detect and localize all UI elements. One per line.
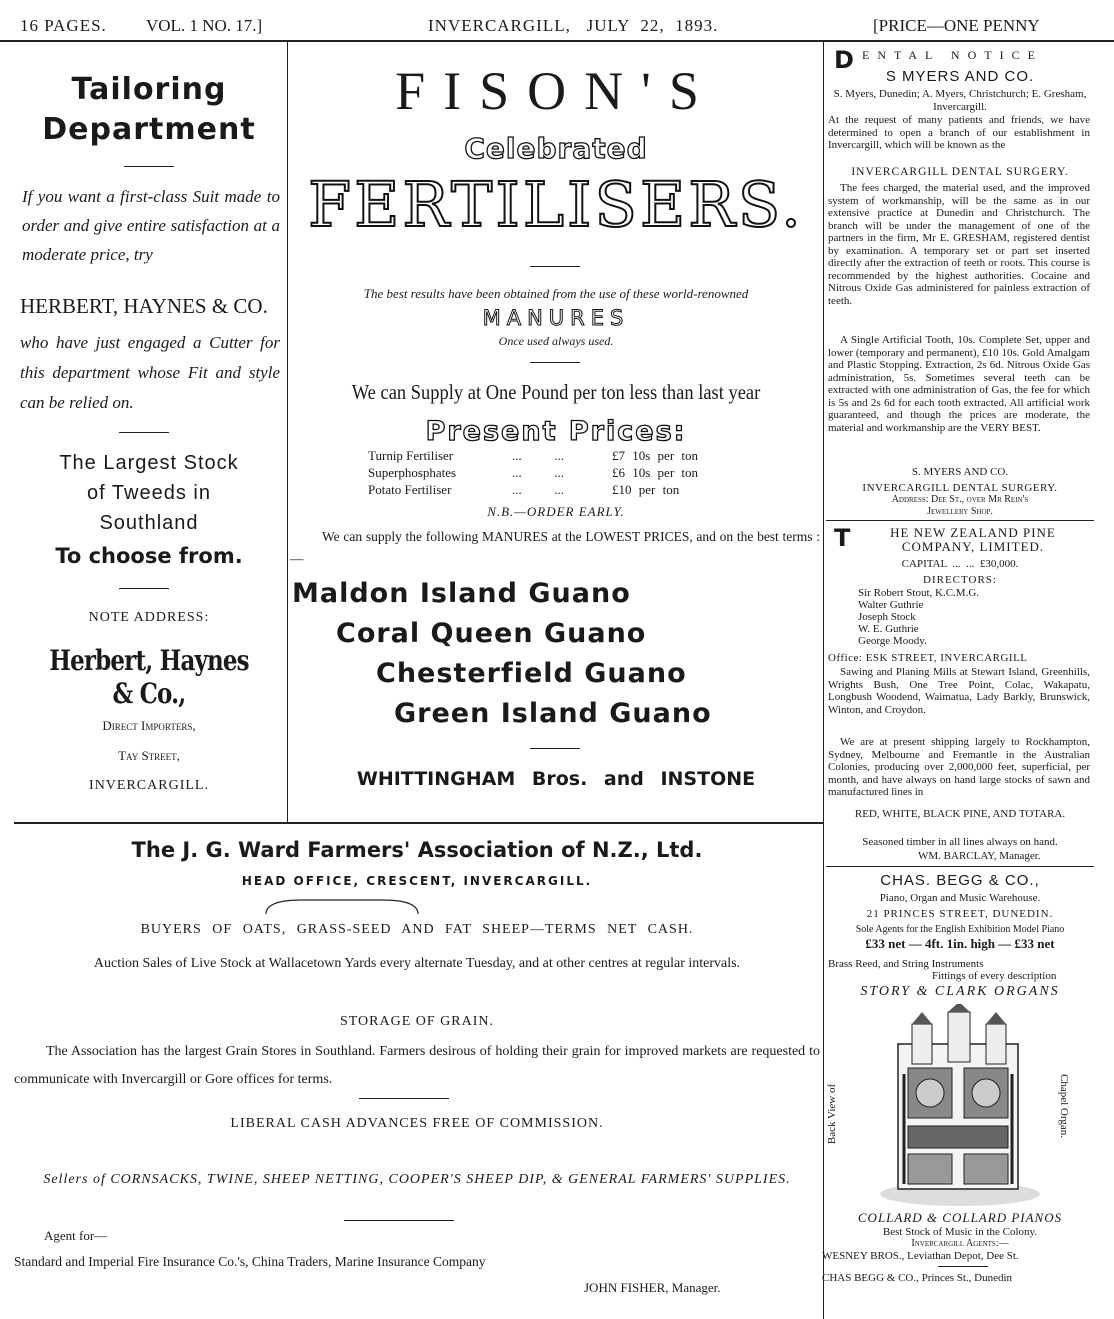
fisons-ad bbox=[290, 50, 822, 820]
ward-storage: STORAGE OF GRAIN. bbox=[339, 1014, 495, 1029]
ward-liberal: LIBERAL CASH ADVANCES FREE OF COMMISSION. bbox=[230, 1116, 604, 1131]
dental-dropcap: D bbox=[834, 46, 854, 74]
pine-director-4: W. E. Guthrie bbox=[858, 623, 919, 635]
masthead-rule bbox=[0, 40, 1114, 42]
fisons-manures: MANURES bbox=[482, 306, 630, 330]
masthead-pages: 16 PAGES. bbox=[20, 16, 107, 35]
price-value-2: £6 10s per ton bbox=[612, 465, 699, 480]
organ-image bbox=[868, 1004, 1048, 1210]
fisons-following: We can supply the following MANURES at the LOWEST PRICES, and on the best terms :— bbox=[290, 529, 820, 566]
pine-mills: Sawing and Planing Mills at Stewart Island, Greenhills, Wrights Bush, One Tree Point, Colac, Wakapatu, Longbush Woodend, Waimatua, Lady Barkly, Brunswick, Winton, and Croydon. bbox=[828, 666, 1090, 716]
column-rule-1 bbox=[287, 42, 288, 822]
fisons-firm: WHITTINGHAM Bros. and INSTONE bbox=[356, 768, 756, 790]
dental-surgery: INVERCARGILL DENTAL SURGERY. bbox=[851, 166, 1069, 178]
dental-names: S. Myers, Dunedin; A. Myers, Christchurch; E. Gresham, Invercargill. bbox=[833, 88, 1087, 113]
ward-agent: Agent for— bbox=[44, 1228, 108, 1243]
fisons-name: FISON'S bbox=[395, 61, 717, 121]
pine-office: Office: ESK STREET, INVERCARGILL bbox=[828, 652, 1028, 664]
guano-3: Chesterfield Guano bbox=[376, 658, 687, 689]
guano-4: Green Island Guano bbox=[394, 698, 712, 729]
fisons-order: N.B.—ORDER EARLY. bbox=[487, 504, 625, 519]
masthead bbox=[0, 0, 1114, 40]
fisons-celebrated: Celebrated bbox=[464, 132, 648, 165]
section-rule bbox=[14, 822, 823, 824]
organ-illustration bbox=[826, 1004, 1088, 1210]
begg-agents: Sole Agents for the English Exhibition Model Piano bbox=[855, 924, 1065, 935]
pine-dropcap: T bbox=[834, 524, 851, 552]
ward-ad bbox=[14, 826, 820, 1316]
begg-sub: Piano, Organ and Music Warehouse. bbox=[879, 892, 1041, 904]
dental-sign-2: INVERCARGILL DENTAL SURGERY. bbox=[862, 482, 1058, 494]
begg-organs: STORY & CLARK ORGANS bbox=[860, 984, 1060, 999]
price-item-1: Turnip Fertiliser bbox=[368, 448, 454, 463]
ward-head-office: HEAD OFFICE, CRESCENT, INVERCARGILL. bbox=[241, 874, 593, 888]
dental-address-2: Jewellery Shop. bbox=[927, 506, 993, 517]
pine-directors-head: DIRECTORS: bbox=[923, 574, 997, 586]
begg-fittings: Fittings of every description bbox=[932, 970, 1057, 982]
fisons-results: The best results have been obtained from the use of these world-renowned bbox=[363, 286, 749, 301]
price-dots-1: ... ... bbox=[512, 448, 564, 463]
ward-bracket bbox=[262, 896, 422, 918]
guano-2: Coral Queen Guano bbox=[336, 618, 647, 649]
tailoring-addr-2: Tay Street, bbox=[118, 748, 180, 763]
tailoring-stock-3: Southland bbox=[99, 512, 199, 534]
tailoring-title-1: Tailoring bbox=[71, 72, 227, 107]
fisons-divider bbox=[530, 266, 580, 267]
tailoring-title-2: Department bbox=[42, 112, 256, 147]
begg-best: Best Stock of Music in the Colony. bbox=[882, 1226, 1038, 1238]
fisons-once: Once used always used. bbox=[498, 334, 614, 348]
begg-firm: CHAS. BEGG & CO., bbox=[880, 872, 1040, 889]
price-value-1: £7 10s per ton bbox=[612, 448, 699, 463]
fisons-divider-3 bbox=[530, 748, 580, 749]
price-value-3: £10 per ton bbox=[612, 482, 680, 497]
begg-price-line: £33 net — 4ft. 1in. high — £33 net bbox=[865, 936, 1055, 951]
dental-firm: S MYERS AND CO. bbox=[885, 68, 1035, 85]
tailoring-signature: Herbert, Haynes & Co., bbox=[49, 644, 249, 710]
fisons-present: Present Prices: bbox=[425, 416, 687, 447]
ward-insurance: Standard and Imperial Fire Insurance Co.'s, China Traders, Marine Insurance Company bbox=[14, 1254, 486, 1269]
ward-grain: The Association has the largest Grain Stores in Southland. Farmers desirous of holding their grain for improved markets are requested to communicate with Invercargill or Gore offices for terms. bbox=[14, 1044, 820, 1087]
organ-chapel: Chapel Organ. bbox=[1057, 1074, 1070, 1138]
begg-divider bbox=[938, 1266, 988, 1267]
tailoring-addr-3: INVERCARGILL. bbox=[89, 778, 209, 793]
masthead-price: [PRICE—ONE PENNY bbox=[873, 16, 1040, 35]
pine-director-3: Joseph Stock bbox=[858, 611, 916, 623]
ward-manager: JOHN FISHER, Manager. bbox=[584, 1280, 721, 1295]
dental-address: Address: Dee St., over Mr Rein's bbox=[891, 494, 1029, 505]
price-item-3: Potato Fertiliser bbox=[368, 482, 452, 497]
tailoring-divider-3 bbox=[119, 588, 169, 589]
tailoring-intro: If you want a first-class Suit made to order and give entire satisfaction at a moderate price, try bbox=[22, 187, 280, 264]
begg-collard: COLLARD & COLLARD PIANOS bbox=[857, 1210, 1063, 1225]
fisons-divider-2 bbox=[530, 362, 580, 363]
tailoring-addr-1: Direct Importers, bbox=[102, 718, 196, 733]
begg-ad bbox=[822, 870, 1092, 1315]
guano-1: Maldon Island Guano bbox=[292, 578, 631, 609]
pine-timber: RED, WHITE, BLACK PINE, AND TOTARA. bbox=[854, 808, 1066, 820]
right-rule-1 bbox=[826, 520, 1094, 521]
dental-sign: S. MYERS AND CO. bbox=[911, 466, 1009, 478]
begg-wesney: WESNEY BROS., Leviathan Depot, Dee St. bbox=[822, 1250, 1019, 1262]
price-dots-3: ... ... bbox=[512, 482, 564, 497]
fisons-fertilisers: FERTILISERS. bbox=[308, 168, 804, 241]
pine-director-1: Sir Robert Stout, K.C.M.G. bbox=[858, 587, 980, 599]
dental-p1: At the request of many patients and friends, we have determined to open a branch of our establishment in Invercargill, which will be known as the bbox=[828, 114, 1090, 151]
pine-manager: WM. BARCLAY, Manager. bbox=[918, 850, 1041, 862]
fisons-supply: We can Supply at One Pound per ton less than last year bbox=[351, 380, 761, 404]
ward-auction: Auction Sales of Live Stock at Wallacetown Yards every alternate Tuesday, and at other centres at regular intervals. bbox=[93, 956, 741, 971]
organ-back-view: Back View of bbox=[826, 1083, 839, 1145]
pine-head: HE NEW ZEALAND PINE COMPANY, LIMITED. bbox=[890, 525, 1056, 554]
begg-addr: 21 PRINCES STREET, DUNEDIN. bbox=[866, 908, 1054, 920]
tailoring-divider-2 bbox=[119, 432, 169, 433]
tailoring-firm: HERBERT, HAYNES & CO. bbox=[20, 294, 268, 318]
begg-chas: CHAS BEGG & CO., Princes St., Dunedin bbox=[822, 1272, 1013, 1284]
begg-inv-agents: Invercargill Agents:— bbox=[911, 1238, 1009, 1249]
ward-sellers: Sellers of CORNSACKS, TWINE, SHEEP NETTING, COOPER'S SHEEP DIP, & GENERAL FARMERS' SUPPLIES. bbox=[43, 1172, 791, 1187]
tailoring-note: NOTE ADDRESS: bbox=[88, 610, 210, 625]
price-dots-2: ... ... bbox=[512, 465, 564, 480]
ward-title: The J. G. Ward Farmers' Association of N.Z., Ltd. bbox=[131, 838, 703, 862]
pine-ad bbox=[828, 524, 1092, 864]
right-rule-2 bbox=[826, 866, 1094, 867]
ward-divider-2 bbox=[344, 1220, 454, 1221]
tailoring-choose: To choose from. bbox=[55, 544, 243, 568]
pine-director-5: George Moody. bbox=[858, 635, 927, 647]
tailoring-ad bbox=[14, 50, 284, 820]
pine-capital: CAPITAL ... ... £30,000. bbox=[901, 558, 1019, 570]
tailoring-stock-1: The Largest Stock bbox=[59, 452, 239, 474]
dental-ad bbox=[828, 46, 1092, 518]
price-item-2: Superphosphates bbox=[368, 465, 457, 480]
dental-p2: The fees charged, the material used, and the improved system of workmanship, will be the same as in our extensive practice at Dunedin and Christchurch. The branch will be under the management of one of the partners in the firm, Mr E. GRESHAM, registered dentist by examination. A temporary set or part set inserted directly after the extraction of teeth or roots. This course is recommended by the highest authorities. Cocaine and Nitrous Oxide Gas administered for painless extraction of teeth. bbox=[828, 182, 1090, 307]
begg-brass: Brass Reed, and String Instruments bbox=[828, 958, 984, 970]
tailoring-body: who have just engaged a Cutter for this department whose Fit and style can be relied on. bbox=[20, 333, 280, 412]
pine-seasoned: Seasoned timber in all lines always on hand. bbox=[862, 836, 1058, 848]
ward-divider-1 bbox=[359, 1098, 449, 1099]
pine-director-2: Walter Guthrie bbox=[858, 599, 924, 611]
masthead-volume: VOL. 1 NO. 17.] bbox=[146, 16, 263, 35]
tailoring-stock-2: of Tweeds in bbox=[87, 482, 211, 504]
column-rule-2 bbox=[823, 42, 824, 1319]
dental-p3: A Single Artificial Tooth, 10s. Complete Set, upper and lower (temporary and permanent), £10 10s. Gold Amalgam and Plastic Stopping. Extraction, 2s 6d. Nitrous Oxide Gas administration, 5s. Sometimes several teeth can be extracted with one administration of Gas, the fee for which is 5s and 2s 6d for each tooth extracted. All artificial work guaranteed, and though the prices are moderate, the material and workmanship are the VERY BEST. bbox=[828, 334, 1090, 434]
dental-head: ENTAL NOTICE bbox=[862, 48, 1043, 62]
ward-buyers: BUYERS OF OATS, GRASS-SEED AND FAT SHEEP—TERMS NET CASH. bbox=[140, 922, 694, 937]
pine-shipping: We are at present shipping largely to Rockhampton, Sydney, Melbourne and Fremantle in the Australian Colonies, producing over 2,000,000 feet, superficial, per month, and have always on hand large stocks of sawn and manufactured lines in bbox=[828, 736, 1090, 798]
masthead-place-date: INVERCARGILL, JULY 22, 1893. bbox=[428, 16, 719, 35]
tailoring-divider-1 bbox=[124, 166, 174, 167]
